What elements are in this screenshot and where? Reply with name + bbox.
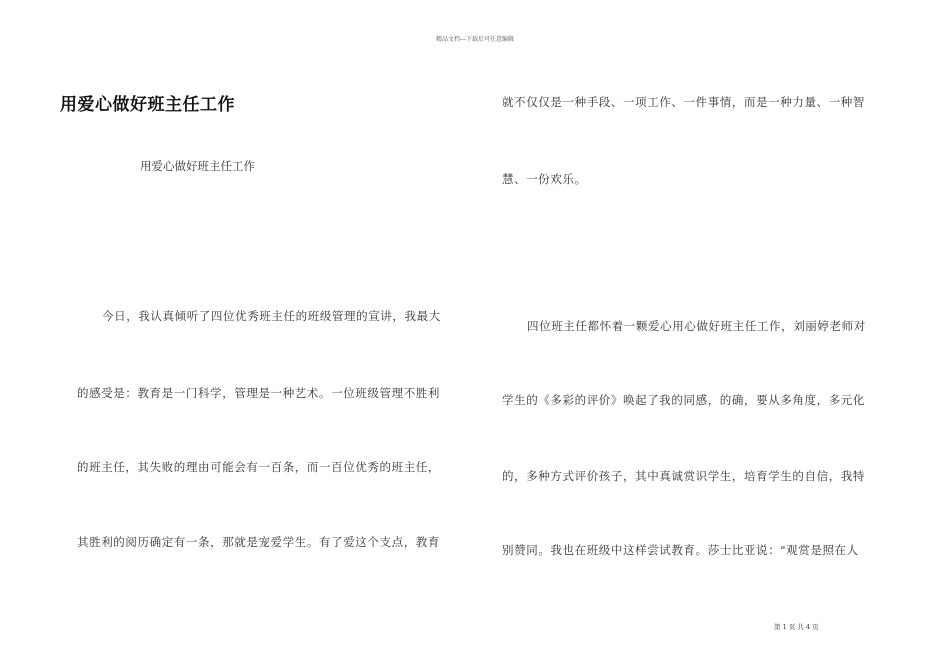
paragraph-line: 的，多种方式评价孩子，其中真诚赏识学生，培育学生的自信，我特 — [502, 469, 865, 483]
document-subtitle: 用爱心做好班主任工作 — [140, 159, 255, 173]
paragraph-line: 学生的《多彩的评价》唤起了我的同感，的确，要从多角度，多元化 — [502, 393, 865, 407]
paragraph-line: 就不仅仅是一种手段、一项工作、一件事情，而是一种力量、一种智 — [502, 95, 865, 109]
page-number: 第 1 页 共 4 页 — [774, 623, 819, 631]
paragraph-line: 四位班主任都怀着一颗爱心用心做好班主任工作，刘丽婷老师对 — [527, 319, 866, 333]
paragraph-line: 慧、一份欢乐。 — [502, 172, 587, 186]
paragraph-line: 今日，我认真倾听了四位优秀班主任的班级管理的宣讲，我最大 — [102, 309, 441, 323]
paragraph-line: 的班主任，其失败的理由可能会有一百条，而一百位优秀的班主任， — [77, 460, 440, 474]
header-note: 精品文档---下载后可任意编辑 — [435, 36, 515, 43]
document-title: 用爱心做好班主任工作 — [60, 95, 235, 115]
paragraph-line: 别赞同。我也在班级中这样尝试教育。莎士比亚说："观赏是照在人 — [502, 543, 859, 557]
paragraph-line: 其胜利的阅历确定有一条，那就是宠爱学生。有了爱这个支点，教育 — [77, 535, 440, 549]
paragraph-line: 的感受是：教育是一门科学，管理是一种艺术。一位班级管理不胜利 — [77, 386, 440, 400]
